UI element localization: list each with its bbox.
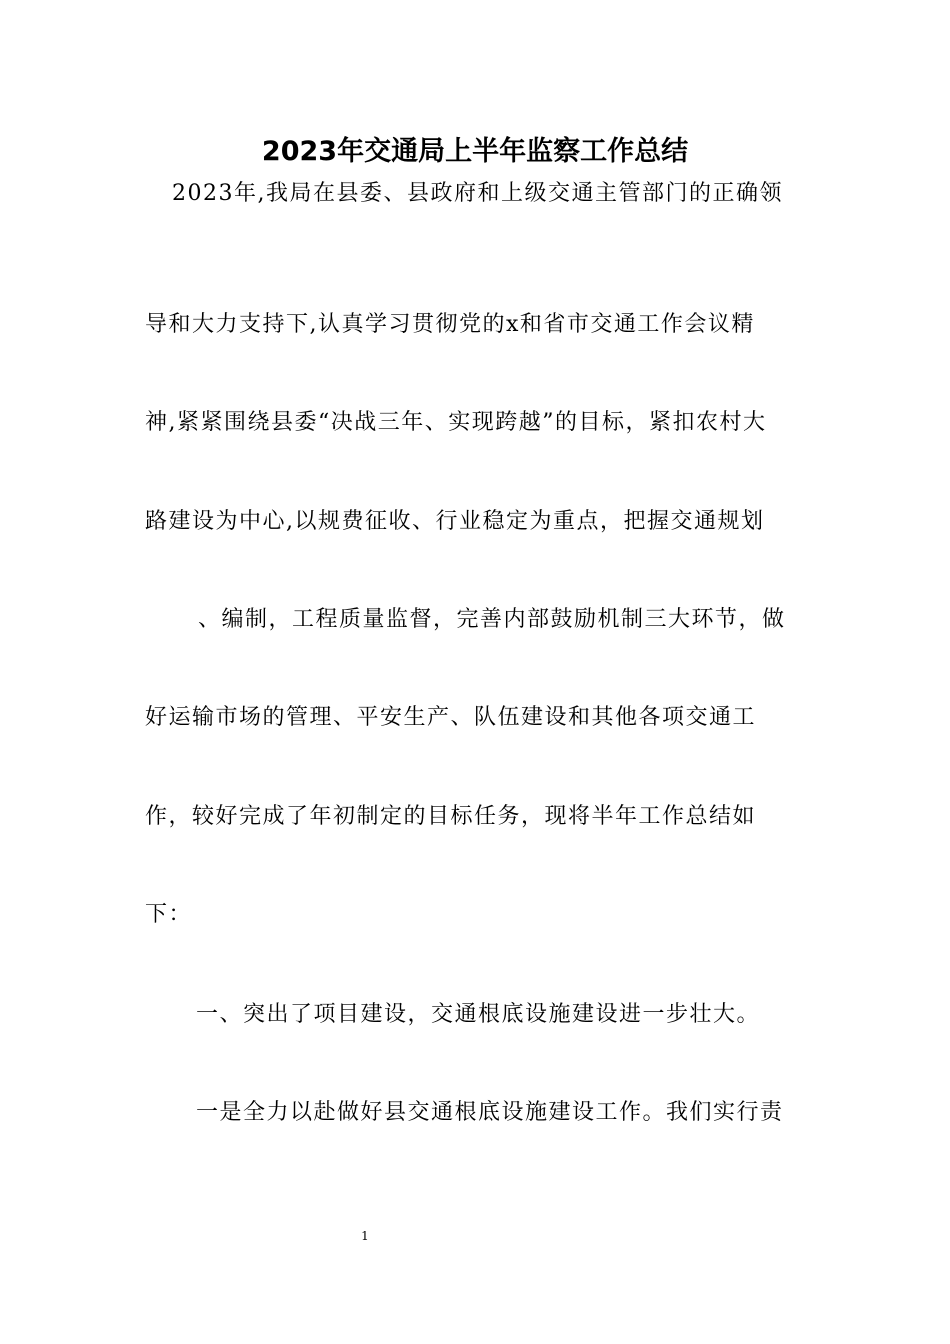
- body-line-8: 下：: [145, 902, 193, 927]
- page-number: 1: [361, 1229, 369, 1243]
- body-line-3: 神,紧紧围绕县委“决战三年、实现跨越”的目标，紧扣农村大: [145, 410, 767, 435]
- body-line-7: 作，较好完成了年初制定的目标任务，现将半年工作总结如: [145, 804, 757, 829]
- body-line-1: 2023年,我局在县委、县政府和上级交通主管部门的正确领: [172, 181, 783, 206]
- body-line-5: 、编制，工程质量监督，完善内部鼓励机制三大环节，做: [198, 607, 786, 632]
- document-title: 2023年交通局上半年监察工作总结: [261, 136, 689, 167]
- body-line-4: 路建设为中心,以规费征收、行业稳定为重点，把握交通规划: [145, 509, 765, 534]
- section-heading-1: 一、突出了项目建设，交通根底设施建设进一步壮大。: [196, 1002, 761, 1027]
- body-line-2: 导和大力支持下,认真学习贯彻党的x和省市交通工作会议精: [145, 312, 755, 337]
- body-line-10: 一是全力以赴做好县交通根底设施建设工作。我们实行责: [196, 1100, 784, 1125]
- body-line-6: 好运输市场的管理、平安生产、队伍建设和其他各项交通工: [145, 705, 757, 730]
